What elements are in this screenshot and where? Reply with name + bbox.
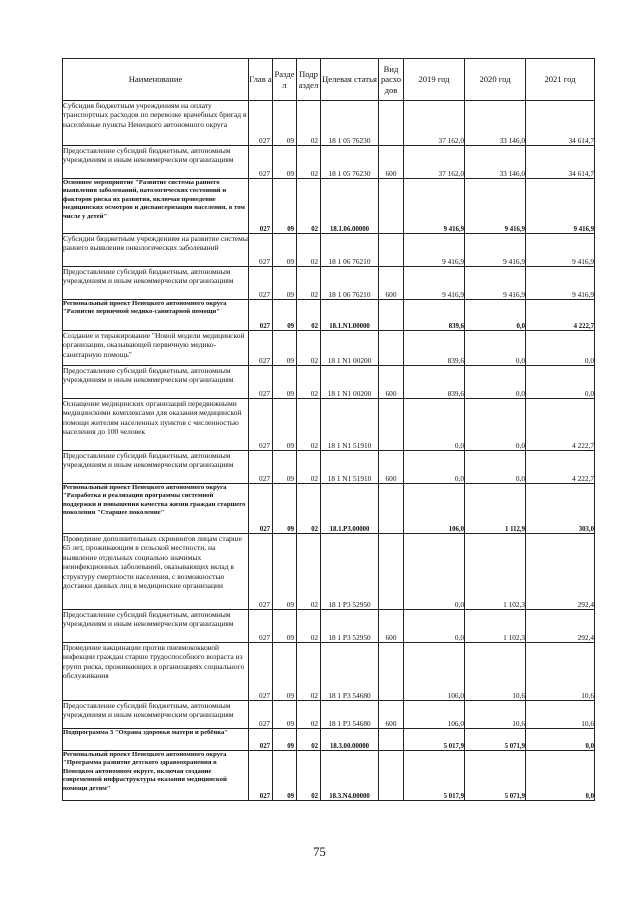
row-2021: 292,4 <box>526 610 595 643</box>
row-2020: 0,0 <box>465 451 526 484</box>
header-2021: 2021 год <box>526 59 595 101</box>
row-podrazdel: 02 <box>297 534 321 610</box>
row-2020: 0,0 <box>465 331 526 366</box>
row-2019: 106,0 <box>404 484 465 534</box>
row-2019: 37 162,0 <box>404 146 465 179</box>
row-podrazdel: 02 <box>297 610 321 643</box>
row-vid <box>379 534 404 610</box>
row-vid <box>379 101 404 146</box>
row-glava: 027 <box>249 146 273 179</box>
row-razdel: 09 <box>273 534 297 610</box>
row-2020: 5 071,9 <box>465 729 526 751</box>
row-podrazdel: 02 <box>297 300 321 331</box>
row-2020: 9 416,9 <box>465 179 526 234</box>
row-statya: 18 1 N1 51910 <box>321 451 379 484</box>
row-2019: 106,0 <box>404 643 465 701</box>
row-glava: 027 <box>249 101 273 146</box>
row-name: Проведение дополнительных скринингов лицам старше 65 лет, проживающим в сельской местности, на выявление отдельных социально значимых неинфекционных заболеваний, оказывающих вклад в структуру смертности населения, с возможностью доставки данных лиц в медицинские организации <box>63 534 249 610</box>
row-2021: 0,0 <box>526 366 595 399</box>
row-vid <box>379 729 404 751</box>
row-2019: 0,0 <box>404 451 465 484</box>
header-glava: Глав а <box>249 59 273 101</box>
table-row <box>63 300 595 331</box>
row-glava: 027 <box>249 366 273 399</box>
page-number: 75 <box>313 845 326 859</box>
row-2021: 0,0 <box>526 751 595 801</box>
row-name: Предоставление субсидий бюджетным, автономным учреждениям и иным некоммерческим организациям <box>63 701 249 729</box>
table-row <box>63 534 595 610</box>
row-glava: 027 <box>249 701 273 729</box>
row-2021: 4 222,7 <box>526 399 595 451</box>
row-2021: 9 416,9 <box>526 267 595 300</box>
row-podrazdel: 02 <box>297 146 321 179</box>
row-statya: 18.3.00.00000 <box>321 729 379 751</box>
table-row <box>63 366 595 399</box>
row-podrazdel: 02 <box>297 101 321 146</box>
table-row <box>63 267 595 300</box>
row-podrazdel: 02 <box>297 751 321 801</box>
row-2020: 1 112,9 <box>465 484 526 534</box>
row-statya: 18.1.06.00000 <box>321 179 379 234</box>
row-razdel: 09 <box>273 484 297 534</box>
row-name: Оснащение медицинских организаций передвижными медицинскими комплексами для оказания медицинской помощи жителям населенных пунктов с численностью населения до 100 человек <box>63 399 249 451</box>
header-razdel: Разде л <box>273 59 297 101</box>
row-2020: 0,0 <box>465 300 526 331</box>
row-2021: 0,0 <box>526 729 595 751</box>
row-razdel: 09 <box>273 300 297 331</box>
row-razdel: 09 <box>273 751 297 801</box>
row-vid: 600 <box>379 610 404 643</box>
row-statya: 18 1 05 76230 <box>321 101 379 146</box>
row-statya: 18 1 P3 52950 <box>321 534 379 610</box>
row-2020: 10,6 <box>465 701 526 729</box>
row-statya: 18.1.N1.00000 <box>321 300 379 331</box>
table-row <box>63 610 595 643</box>
table-row <box>63 331 595 366</box>
row-2020: 9 416,9 <box>465 234 526 267</box>
table-row <box>63 399 595 451</box>
row-name: Региональный проект Ненецкого автономного округа "Развитие первичной медико-санитарной помощи" <box>63 300 249 331</box>
row-2021: 303,0 <box>526 484 595 534</box>
row-name: Основное мероприятие "Развитие системы раннего выявления заболеваний, патологических состояний и факторов риска их развития, включая проведение медицинских осмотров и диспансеризации населения, в том числе у детей" <box>63 179 249 234</box>
table-row <box>63 234 595 267</box>
row-2019: 9 416,9 <box>404 179 465 234</box>
row-vid: 600 <box>379 267 404 300</box>
row-glava: 027 <box>249 399 273 451</box>
header-vid: Вид расхо дов <box>379 59 404 101</box>
row-2020: 33 146,0 <box>465 101 526 146</box>
header-2020: 2020 год <box>465 59 526 101</box>
row-name: Предоставление субсидий бюджетным, автономным учреждениям и иным некоммерческим организациям <box>63 146 249 179</box>
row-vid <box>379 399 404 451</box>
row-2021: 10,6 <box>526 643 595 701</box>
row-2019: 839,6 <box>404 300 465 331</box>
row-glava: 027 <box>249 267 273 300</box>
row-2021: 4 222,7 <box>526 300 595 331</box>
row-name: Подпрограмма 3 "Охрана здоровья матери и ребёнка" <box>63 729 249 751</box>
row-name: Региональный проект Ненецкого автономного округа "Программа развитие детского здравоохранения в Ненецком автономном округе, включая создание современной инфраструктуры оказания медицинской помощи детям" <box>63 751 249 801</box>
row-name: Региональный проект Ненецкого автономного округа "Разработка и реализация программы системной поддержки и повышения качества жизни граждан старшего поколения "Старшее поколение" <box>63 484 249 534</box>
table-row <box>63 643 595 701</box>
header-statya: Целевая статья <box>321 59 379 101</box>
row-name: Предоставление субсидий бюджетным, автономным учреждениям и иным некоммерческим организациям <box>63 451 249 484</box>
row-podrazdel: 02 <box>297 399 321 451</box>
row-2021: 4 222,7 <box>526 451 595 484</box>
row-glava: 027 <box>249 451 273 484</box>
row-podrazdel: 02 <box>297 179 321 234</box>
row-2019: 839,6 <box>404 331 465 366</box>
header-name: Наименование <box>63 59 249 101</box>
row-vid <box>379 300 404 331</box>
header-2019: 2019 год <box>404 59 465 101</box>
row-2020: 10,6 <box>465 643 526 701</box>
row-2021: 9 416,9 <box>526 179 595 234</box>
row-name: Субсидия бюджетным учреждениям на оплату транспортных расходов по перевозке врачебных бригад в населённые пункты Ненецкого автономного округа <box>63 101 249 146</box>
row-vid: 600 <box>379 366 404 399</box>
row-podrazdel: 02 <box>297 484 321 534</box>
row-podrazdel: 02 <box>297 451 321 484</box>
row-podrazdel: 02 <box>297 331 321 366</box>
row-glava: 027 <box>249 179 273 234</box>
row-statya: 18 1 05 76230 <box>321 146 379 179</box>
row-2019: 839,6 <box>404 366 465 399</box>
row-razdel: 09 <box>273 701 297 729</box>
row-statya: 18 1 06 76210 <box>321 267 379 300</box>
row-razdel: 09 <box>273 234 297 267</box>
row-vid <box>379 179 404 234</box>
row-statya: 18 1 N1 00200 <box>321 331 379 366</box>
row-razdel: 09 <box>273 399 297 451</box>
row-2021: 0,0 <box>526 331 595 366</box>
row-razdel: 09 <box>273 101 297 146</box>
row-podrazdel: 02 <box>297 643 321 701</box>
row-2021: 292,4 <box>526 534 595 610</box>
row-glava: 027 <box>249 234 273 267</box>
row-2019: 37 162,0 <box>404 101 465 146</box>
row-name: Предоставление субсидий бюджетным, автономным учреждениям и иным некоммерческим организациям <box>63 610 249 643</box>
row-name: Субсидии бюджетным учреждениям на развитие системы раннего выявления онкологических заболеваний <box>63 234 249 267</box>
table-row <box>63 701 595 729</box>
budget-table <box>62 58 595 801</box>
row-podrazdel: 02 <box>297 701 321 729</box>
row-2019: 0,0 <box>404 534 465 610</box>
row-podrazdel: 02 <box>297 729 321 751</box>
row-2020: 1 102,3 <box>465 534 526 610</box>
row-name: Создание и тиражирование "Новой модели медицинской организации, оказывающей первичную медико-санитарную помощь" <box>63 331 249 366</box>
row-2021: 34 614,7 <box>526 146 595 179</box>
row-2019: 5 017,9 <box>404 729 465 751</box>
row-glava: 027 <box>249 610 273 643</box>
row-glava: 027 <box>249 729 273 751</box>
row-name: Предоставление субсидий бюджетным, автономным учреждениям и иным некоммерческим организациям <box>63 366 249 399</box>
row-2019: 5 017,9 <box>404 751 465 801</box>
table-row <box>63 751 595 801</box>
row-glava: 027 <box>249 751 273 801</box>
row-statya: 18.3.N4.00000 <box>321 751 379 801</box>
row-razdel: 09 <box>273 643 297 701</box>
row-2020: 0,0 <box>465 399 526 451</box>
row-razdel: 09 <box>273 610 297 643</box>
row-glava: 027 <box>249 331 273 366</box>
row-vid <box>379 484 404 534</box>
row-vid <box>379 234 404 267</box>
row-razdel: 09 <box>273 179 297 234</box>
row-vid: 600 <box>379 451 404 484</box>
row-vid: 600 <box>379 701 404 729</box>
row-2020: 0,0 <box>465 366 526 399</box>
table-row <box>63 484 595 534</box>
row-name: Предоставление субсидий бюджетным, автономным учреждениям и иным некоммерческим организациям <box>63 267 249 300</box>
table-row <box>63 729 595 751</box>
row-statya: 18.1.P3.00000 <box>321 484 379 534</box>
row-razdel: 09 <box>273 331 297 366</box>
row-statya: 18 1 P3 54680 <box>321 643 379 701</box>
row-razdel: 09 <box>273 267 297 300</box>
row-glava: 027 <box>249 534 273 610</box>
row-razdel: 09 <box>273 729 297 751</box>
row-2019: 0,0 <box>404 399 465 451</box>
row-2021: 9 416,9 <box>526 234 595 267</box>
header-podrazdel: Подр аздел <box>297 59 321 101</box>
row-podrazdel: 02 <box>297 234 321 267</box>
row-2019: 9 416,9 <box>404 234 465 267</box>
row-2019: 9 416,9 <box>404 267 465 300</box>
row-2020: 1 102,3 <box>465 610 526 643</box>
table-row <box>63 146 595 179</box>
table-header-row <box>63 59 595 101</box>
row-statya: 18 1 P3 52950 <box>321 610 379 643</box>
row-statya: 18 1 N1 51910 <box>321 399 379 451</box>
row-statya: 18 1 06 76210 <box>321 234 379 267</box>
row-vid <box>379 643 404 701</box>
row-razdel: 09 <box>273 146 297 179</box>
row-razdel: 09 <box>273 451 297 484</box>
row-2020: 33 146,0 <box>465 146 526 179</box>
row-name: Проведение вакцинации против пневмококковой инфекции граждан старше трудоспособного возраста из групп риска, проживающих в организациях социального обслуживания <box>63 643 249 701</box>
row-2021: 10,6 <box>526 701 595 729</box>
row-podrazdel: 02 <box>297 366 321 399</box>
row-vid: 600 <box>379 146 404 179</box>
row-2020: 9 416,9 <box>465 267 526 300</box>
table-row <box>63 101 595 146</box>
row-statya: 18 1 P3 54680 <box>321 701 379 729</box>
row-vid <box>379 331 404 366</box>
row-2020: 5 071,9 <box>465 751 526 801</box>
row-podrazdel: 02 <box>297 267 321 300</box>
row-glava: 027 <box>249 643 273 701</box>
row-vid <box>379 751 404 801</box>
row-glava: 027 <box>249 484 273 534</box>
row-glava: 027 <box>249 300 273 331</box>
table-row <box>63 179 595 234</box>
row-2021: 34 614,7 <box>526 101 595 146</box>
row-2019: 106,0 <box>404 701 465 729</box>
row-razdel: 09 <box>273 366 297 399</box>
row-2019: 0,0 <box>404 610 465 643</box>
row-statya: 18 1 N1 00200 <box>321 366 379 399</box>
table-row <box>63 451 595 484</box>
